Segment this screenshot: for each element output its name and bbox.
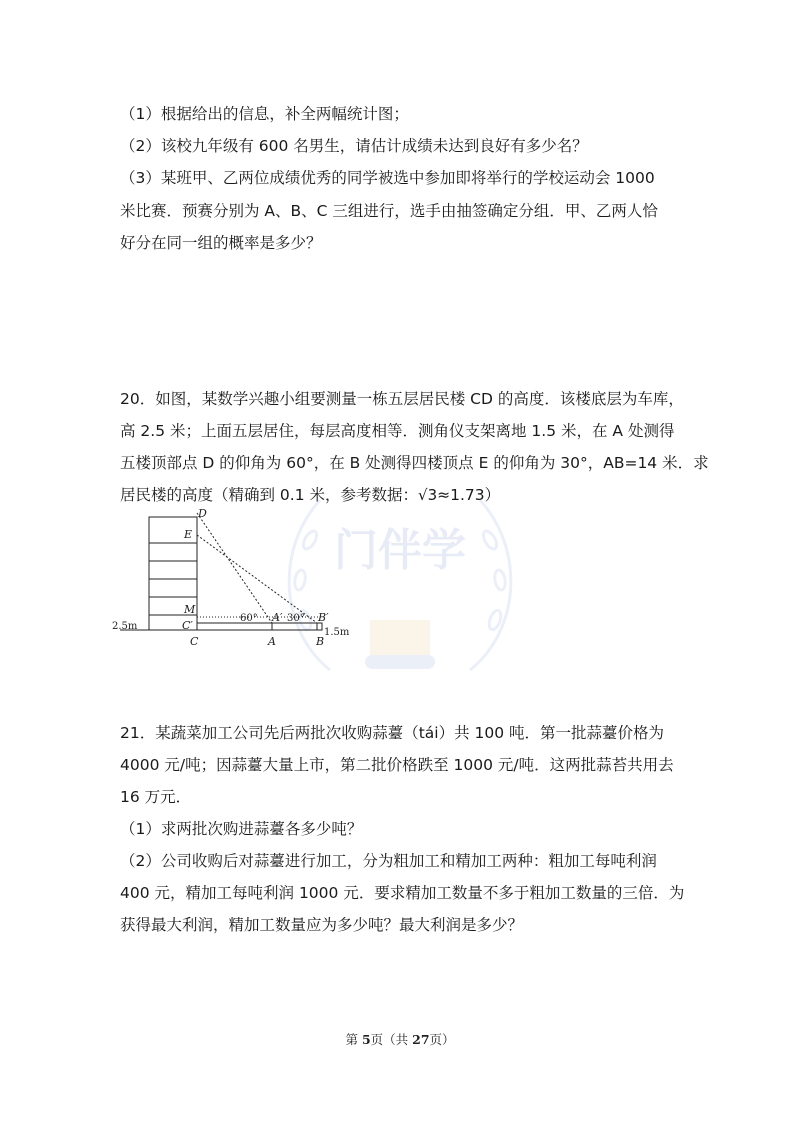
q19-part3-line3: 好分在同一组的概率是多少？ xyxy=(120,234,322,252)
footer-prefix: 第 xyxy=(345,1032,362,1047)
label-A: A xyxy=(268,635,276,648)
label-C-prime: C′ xyxy=(182,619,193,632)
q21-part1: （1）求两批次购进蒜薹各多少吨？ xyxy=(120,820,363,838)
q21-part2-line1: （2）公司收购后对蒜薹进行加工，分为粗加工和精加工两种：粗加工每吨利润 xyxy=(120,852,657,870)
sqrt-symbol: √3 xyxy=(418,486,438,504)
height-1-5m-label: 1.5m xyxy=(324,627,350,638)
footer-suffix: 页） xyxy=(429,1032,455,1047)
q20-line3: 五楼顶部点 D 的仰角为 60°，在 B 处测得四楼顶点 E 的仰角为 30°，AB=14 米．求 xyxy=(120,454,709,472)
total-pages: 27 xyxy=(412,1032,430,1047)
q19-part2: （2）该校九年级有 600 名男生，请估计成绩未达到良好有多少名？ xyxy=(120,137,588,155)
label-M: M xyxy=(184,603,196,616)
q20-line1: 20．如图，某数学兴趣小组要测量一栋五层居民楼 CD 的高度．该楼底层为车库， xyxy=(120,390,684,408)
label-E: E xyxy=(184,528,193,541)
q19-part3-line1: （3）某班甲、乙两位成绩优秀的同学被选中参加即将举行的学校运动会 1000 xyxy=(120,169,655,187)
height-2-5m-label: 2.5m xyxy=(112,621,138,632)
q20-line2: 高 2.5 米；上面五层居住，每层高度相等．测角仪支架离地 1.5 米，在 A 处测得 xyxy=(120,422,675,440)
label-A-prime: A′ xyxy=(272,611,283,624)
label-D: D xyxy=(198,507,207,520)
q19-part3-line2: 米比赛．预赛分别为 A、B、C 三组进行，选手由抽签确定分组．甲、乙两人恰 xyxy=(120,202,658,220)
q21-line1: 21．某蔬菜加工公司先后两批次收购蒜薹（tái）共 100 吨．第一批蒜薹价格为 xyxy=(120,724,665,742)
q21-line2: 4000 元/吨；因蒜薹大量上市，第二批价格跌至 1000 元/吨．这两批蒜苔共用去 xyxy=(120,756,674,774)
instrument-bar xyxy=(197,623,322,630)
q21-line3: 16 万元． xyxy=(120,788,192,806)
q20-line4 xyxy=(120,484,500,506)
q20-line4-end: ≈1.73） xyxy=(437,486,501,504)
q20-line4-text: 居民楼的高度（精确到 0.1 米，参考数据： xyxy=(120,486,419,504)
footer-middle: 页（共 xyxy=(370,1032,413,1047)
current-page: 5 xyxy=(361,1032,371,1047)
q21-part2-line2: 400 元，精加工每吨利润 1000 元．要求精加工数量不多于粗加工数量的三倍．为 xyxy=(120,884,685,902)
q19-part1: （1）根据给出的信息，补全两幅统计图； xyxy=(120,105,409,123)
q21-part2-line3: 获得最大利润，精加工数量应为多少吨？最大利润是多少？ xyxy=(120,916,524,934)
label-B: B xyxy=(316,635,325,648)
angle-60-label: 60° xyxy=(240,613,258,624)
label-C: C xyxy=(190,635,199,648)
label-B-prime: B′ xyxy=(318,611,329,624)
watermark-text: 门伴学 xyxy=(334,525,466,576)
angle-30-label: 30° xyxy=(287,613,305,624)
building-diagram xyxy=(112,505,372,655)
page-number xyxy=(0,1030,800,1048)
